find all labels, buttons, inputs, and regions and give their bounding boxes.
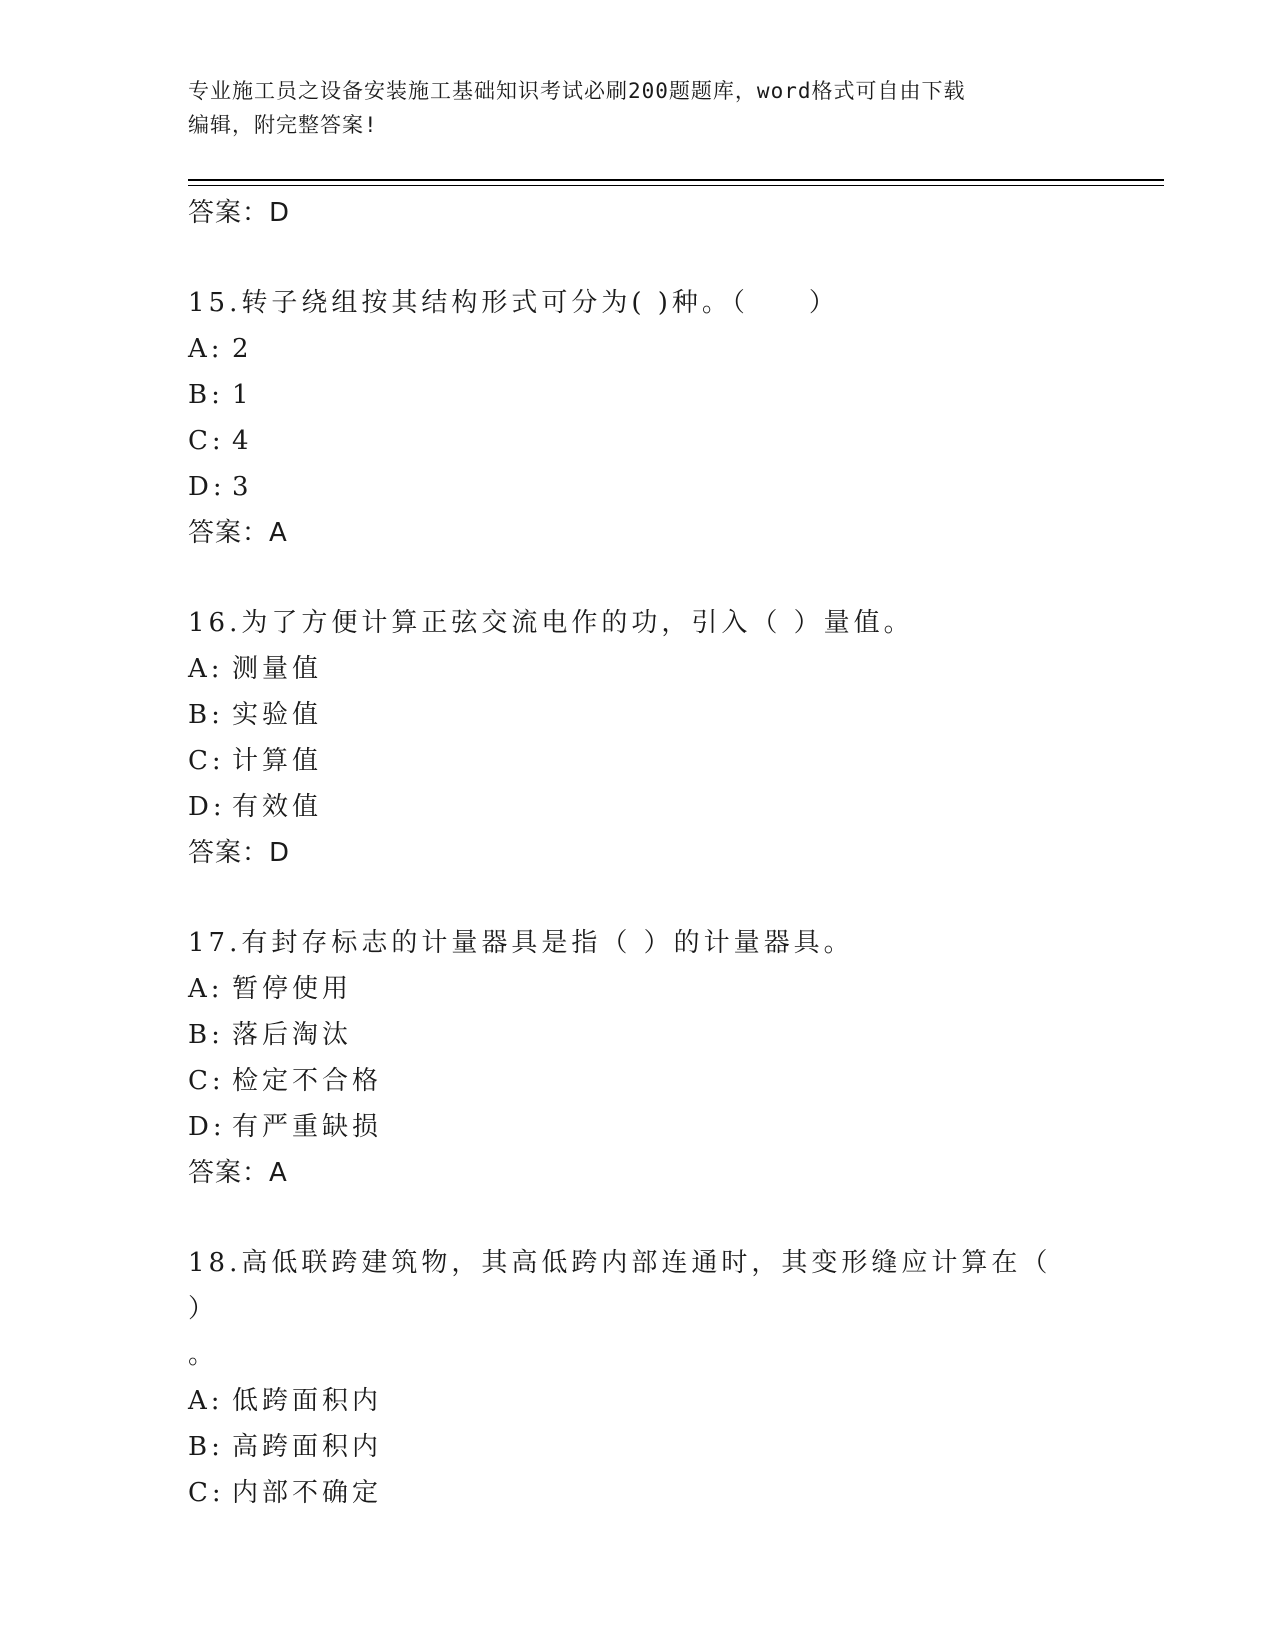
question-block [188, 1240, 1068, 1516]
option-text: 1 [232, 380, 253, 410]
option-key: D: [188, 1112, 226, 1142]
option-c [188, 738, 1068, 784]
spacer [188, 1196, 1068, 1240]
option-text: 有严重缺损 [232, 1112, 383, 1142]
option-b [188, 372, 1068, 418]
question-stem: 16.为了方便计算正弦交流电作的功，引入（ ）量值。 [188, 608, 914, 638]
answer-line: 答案：D [188, 198, 291, 228]
option-key: A: [188, 334, 224, 364]
option-text: 高跨面积内 [232, 1432, 383, 1462]
option-key: D: [188, 472, 226, 502]
option-text: 实验值 [232, 700, 323, 730]
question-block [188, 920, 1068, 1196]
question-stem-continued: 。 [188, 1340, 219, 1370]
option-c [188, 418, 1068, 464]
option-text: 测量值 [232, 654, 323, 684]
question-list [188, 190, 1068, 1516]
option-key: B: [188, 380, 224, 410]
question-block [188, 600, 1068, 876]
document-header [188, 74, 1088, 142]
option-c [188, 1470, 1068, 1516]
spacer [188, 876, 1068, 920]
option-text: 3 [232, 472, 253, 502]
question-stem: 15.转子绕组按其结构形式可分为( )种。（ ） [188, 288, 839, 318]
question-stem: 17.有封存标志的计量器具是指（ ）的计量器具。 [188, 928, 854, 958]
option-b [188, 1424, 1068, 1470]
option-text: 暂停使用 [232, 974, 353, 1004]
answer-line: 答案：A [188, 518, 288, 548]
option-text: 2 [232, 334, 253, 364]
spacer [188, 556, 1068, 600]
option-key: A: [188, 1386, 224, 1416]
option-text: 有效值 [232, 792, 323, 822]
answer-line: 答案：A [188, 1158, 288, 1188]
option-key: B: [188, 700, 224, 730]
spacer [188, 236, 1068, 280]
option-text: 检定不合格 [232, 1066, 383, 1096]
option-d [188, 464, 1068, 510]
option-key: C: [188, 1066, 225, 1096]
option-c [188, 1058, 1068, 1104]
header-divider-thin [188, 185, 1164, 186]
option-d [188, 1104, 1068, 1150]
option-key: B: [188, 1432, 224, 1462]
option-key: C: [188, 426, 225, 456]
header-line-2: 编辑，附完整答案! [188, 113, 378, 137]
option-text: 落后淘汰 [232, 1020, 353, 1050]
option-key: C: [188, 1478, 225, 1508]
option-text: 低跨面积内 [232, 1386, 383, 1416]
header-line-1: 专业施工员之设备安装施工基础知识考试必刷200题题库，word格式可自由下载 [188, 79, 966, 103]
option-key: D: [188, 792, 226, 822]
option-text: 内部不确定 [232, 1478, 383, 1508]
option-a [188, 326, 1068, 372]
option-key: A: [188, 974, 224, 1004]
header-divider-thick [188, 179, 1164, 181]
option-a [188, 966, 1068, 1012]
option-text: 计算值 [232, 746, 323, 776]
option-a [188, 646, 1068, 692]
question-block [188, 280, 1068, 556]
question-stem: 18.高低联跨建筑物，其高低跨内部连通时，其变形缝应计算在（ ） [188, 1248, 1052, 1324]
option-b [188, 1012, 1068, 1058]
option-key: C: [188, 746, 225, 776]
option-key: A: [188, 654, 224, 684]
option-key: B: [188, 1020, 224, 1050]
option-text: 4 [232, 426, 253, 456]
option-a [188, 1378, 1068, 1424]
answer-line: 答案：D [188, 838, 291, 868]
option-d [188, 784, 1068, 830]
option-b [188, 692, 1068, 738]
